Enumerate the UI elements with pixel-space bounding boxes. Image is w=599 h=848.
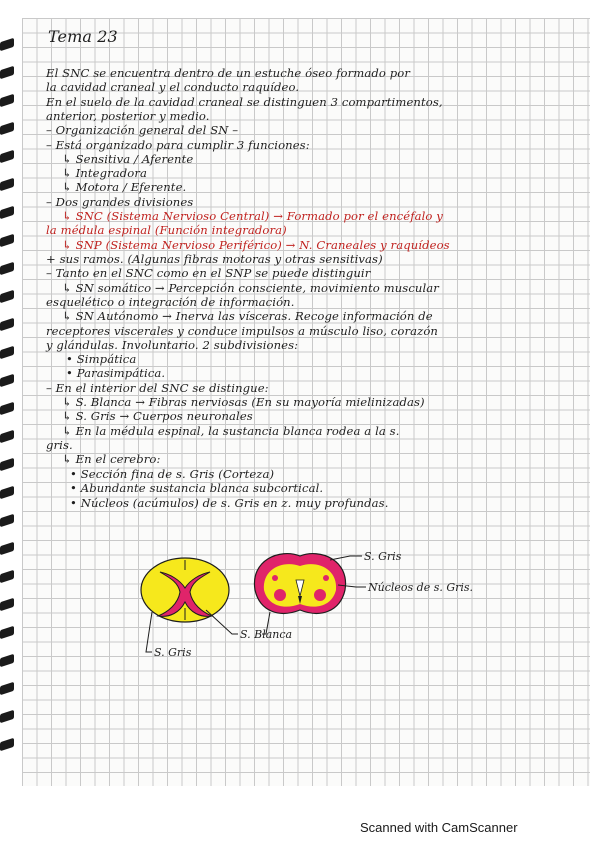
note-line: • Parasimpática. (66, 366, 166, 380)
note-line: • Núcleos (acúmulos) de s. Gris en z. muy profundas. (70, 496, 389, 510)
note-line: • Simpática (66, 352, 137, 366)
note-line: ↳ S. Gris → Cuerpos neuronales (62, 409, 253, 423)
note-line: • Abundante sustancia blanca subcortical. (70, 481, 324, 495)
spinal-cord-section (141, 558, 229, 622)
note-line: ↳ Sensitiva / Aferente (62, 152, 194, 166)
note-line: – Tanto en el SNC como en el SNP se puede distinguir (46, 266, 371, 280)
note-line: • Sección fina de s. Gris (Corteza) (70, 467, 275, 481)
note-line-red: ↳ SNC (Sistema Nervioso Central) → Formado por el encéfalo y (62, 209, 443, 223)
note-line: – En el interior del SNC se distingue: (46, 381, 269, 395)
note-line: receptores viscerales y conduce impulsos a músculo liso, corazón (46, 324, 438, 338)
note-line: y glándulas. Involuntario. 2 subdivisiones: (46, 338, 299, 352)
label-sblanca: S. Blanca (240, 628, 293, 641)
section-heading: – Organización general del SN – (46, 123, 239, 137)
note-line-red: ↳ SNP (Sistema Nervioso Periférico) → N. Craneales y raquídeos (62, 238, 450, 252)
note-line: ↳ Motora / Eferente. (62, 180, 187, 194)
note-line: esquelético o integración de información. (46, 295, 295, 309)
note-line: anterior, posterior y medio. (46, 109, 210, 123)
note-line: gris. (46, 438, 73, 452)
note-line: ↳ En la médula espinal, la sustancia blanca rodea a la s. (62, 424, 400, 438)
label-sgris-spinal: S. Gris (154, 646, 192, 659)
note-line: ↳ Integradora (62, 166, 147, 180)
note-line: El SNC se encuentra dentro de un estuche óseo formado por (46, 66, 410, 80)
note-line: ↳ SN somático → Percepción consciente, movimiento muscular (62, 281, 439, 295)
note-line: – Dos grandes divisiones (46, 195, 194, 209)
note-line-red: la médula espinal (Función integradora) (46, 223, 287, 237)
note-line: – Está organizado para cumplir 3 funciones: (46, 138, 310, 152)
scanner-watermark: Scanned with CamScanner (360, 820, 518, 835)
page-title: Tema 23 (48, 27, 118, 46)
label-sgris-brain: S. Gris (364, 550, 402, 563)
label-nucleos: Núcleos de s. Gris. (368, 581, 474, 594)
note-line: + sus ramos. (Algunas fibras motoras y otras sensitivas) (46, 252, 383, 266)
note-line: ↳ En el cerebro: (62, 452, 161, 466)
note-line: ↳ S. Blanca → Fibras nerviosas (En su mayoría mielinizadas) (62, 395, 425, 409)
note-line: la cavidad craneal y el conducto raquídeo. (46, 80, 300, 94)
note-line: En el suelo de la cavidad craneal se distinguen 3 compartimentos, (46, 95, 443, 109)
note-line: ↳ SN Autónomo → Inerva las vísceras. Recoge información de (62, 309, 433, 323)
brain-section (254, 554, 345, 614)
